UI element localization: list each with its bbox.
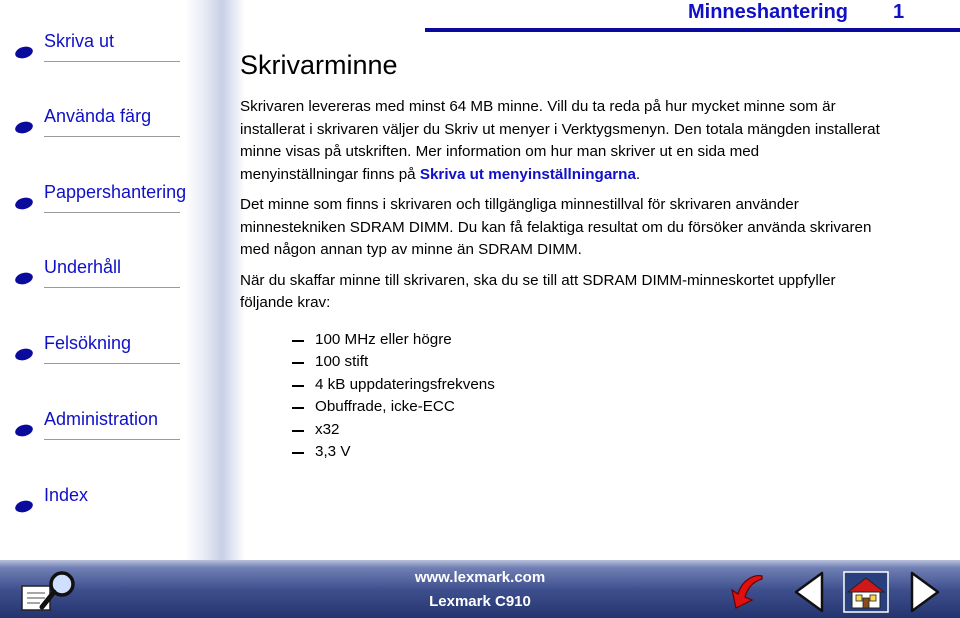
sidebar-item-skriva-ut[interactable] xyxy=(14,22,180,62)
list-item: 3,3 V xyxy=(240,441,880,464)
next-page-icon[interactable] xyxy=(904,570,944,614)
footer xyxy=(0,560,960,618)
sidebar-item-index[interactable] xyxy=(14,476,180,516)
sidebar-item-label: Administration xyxy=(44,409,159,429)
requirements-list xyxy=(240,329,880,464)
sidebar-item-label: Felsökning xyxy=(44,333,132,353)
divider xyxy=(44,439,180,440)
divider xyxy=(44,287,180,288)
intro-end: . xyxy=(635,165,641,183)
bullet-icon xyxy=(14,348,34,361)
sidebar xyxy=(0,0,245,560)
divider xyxy=(44,61,180,62)
page-title: Skrivarminne xyxy=(240,50,398,80)
home-icon[interactable] xyxy=(842,570,890,614)
menu-settings-link[interactable]: Skriva ut menyinställningarna xyxy=(419,165,636,183)
sidebar-item-label: Skriva ut xyxy=(44,31,115,51)
list-item: x32 xyxy=(240,419,880,442)
main-content xyxy=(240,96,880,464)
bullet-icon xyxy=(14,424,34,437)
sidebar-item-label: Underhåll xyxy=(44,257,122,277)
requirements-intro: När du skaffar minne till skrivaren, ska du se till att SDRAM DIMM-minneskortet uppfyller följande krav: xyxy=(240,271,836,311)
sidebar-item-underhall[interactable] xyxy=(14,248,180,288)
bullet-icon xyxy=(14,46,34,59)
page-number: 1 xyxy=(893,1,905,23)
bullet-icon xyxy=(14,272,34,285)
sidebar-item-pappershantering[interactable] xyxy=(14,173,187,213)
header-rule xyxy=(425,28,960,32)
sidebar-item-label: Använda färg xyxy=(44,106,152,126)
intro-text: Skrivaren levereras med minst 64 MB minne. Vill du ta reda på hur mycket minne som är installerat i skrivaren väljer du Skriv ut menyer i Verktygsmenyn. Den totala mängden installerat minne visas på utskriften. Mer information om hur man skriver ut en sida med menyinställningar finns på xyxy=(240,98,880,183)
sidebar-item-label: Index xyxy=(44,485,89,505)
search-icon[interactable] xyxy=(18,570,84,614)
divider xyxy=(44,363,180,364)
sidebar-item-administration[interactable] xyxy=(14,400,180,440)
intro-paragraph xyxy=(240,96,880,186)
footer-url: www.lexmark.com xyxy=(414,569,546,586)
list-item: Obuffrade, icke-ECC xyxy=(240,396,880,419)
bullet-icon xyxy=(14,500,34,513)
bullet-icon xyxy=(14,197,34,210)
list-item: 4 kB uppdateringsfrekvens xyxy=(240,374,880,397)
sidebar-item-anvanda-farg[interactable] xyxy=(14,97,180,137)
list-item: 100 MHz eller högre xyxy=(240,329,880,352)
divider xyxy=(44,136,180,137)
memory-technology-paragraph: Det minne som finns i skrivaren och tillgängliga minnestillval för skrivaren använder minnestekniken SDRAM DIMM. Du kan få felaktiga resultat om du försöker använda skrivaren med någon annan typ av minne än SDRAM DIMM. xyxy=(240,196,872,258)
divider xyxy=(44,212,180,213)
list-item: 100 stift xyxy=(240,351,880,374)
footer-model: Lexmark C910 xyxy=(429,593,531,610)
previous-page-icon[interactable] xyxy=(790,570,830,614)
bullet-icon xyxy=(14,121,34,134)
sidebar-item-felsokning[interactable] xyxy=(14,324,180,364)
back-arrow-icon[interactable] xyxy=(724,570,768,614)
sidebar-item-label: Pappershantering xyxy=(44,182,187,202)
section-title: Minneshantering xyxy=(688,1,849,23)
